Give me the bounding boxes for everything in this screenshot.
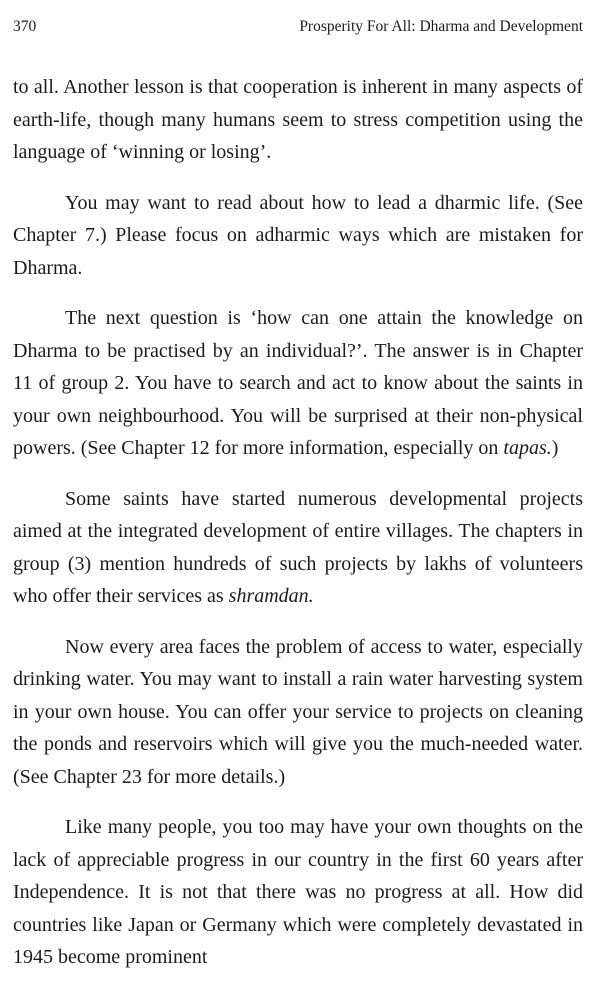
paragraph: [13, 302, 583, 465]
paragraph: [13, 483, 583, 613]
running-title: Prosperity For All: Dharma and Development: [299, 18, 583, 35]
body-text: [13, 71, 583, 992]
paragraph-text: Now every area faces the problem of access to water, especially drinking water. You may want to install a rain water harvesting system in your own house. You can offer your service to projects on cleaning the ponds and reservoirs which will give you the much-needed water. (See Chapter 23 for more details.): [13, 635, 583, 788]
page-header: [13, 16, 583, 38]
page-number: 370: [13, 18, 37, 35]
paragraph-text: Some saints have started numerous developmental projects aimed at the integrated development of entire villages. The chapters in group (3) mention hundreds of such projects by lakhs of volunteers who offer their services as: [13, 487, 583, 607]
paragraph: [13, 811, 583, 974]
paragraph-text: Like many people, you too may have your own thoughts on the lack of appreciable progress in our country in the first 60 years after Independence. It is not that there was no progress at all. How did countries like Japan or Germany which were completely devastated in 1945 become prominent: [13, 816, 583, 968]
italic-term: tapas.: [503, 437, 552, 459]
italic-term: shramdan.: [228, 585, 314, 607]
paragraph: [13, 631, 583, 794]
paragraph-text: ): [551, 437, 559, 459]
paragraph-text: You may want to read about how to lead a dharmic life. (See Chapter 7.) Please focus on adharmic ways which are mistaken for Dharma.: [13, 191, 583, 279]
paragraph-text: to all. Another lesson is that cooperation is inherent in many aspects of earth-life, though many humans seem to stress competition using the language of ‘winning or losing’.: [13, 76, 583, 163]
paragraph: [13, 71, 583, 169]
paragraph-text: The next question is ‘how can one attain the knowledge on Dharma to be practised by an individual?’. The answer is in Chapter 11 of group 2. You have to search and act to know about the saints in your own neighbourhood. You will be surprised at their non-physical powers. (See Chapter 12 for more information, especially on: [13, 307, 583, 459]
paragraph: [13, 187, 583, 285]
